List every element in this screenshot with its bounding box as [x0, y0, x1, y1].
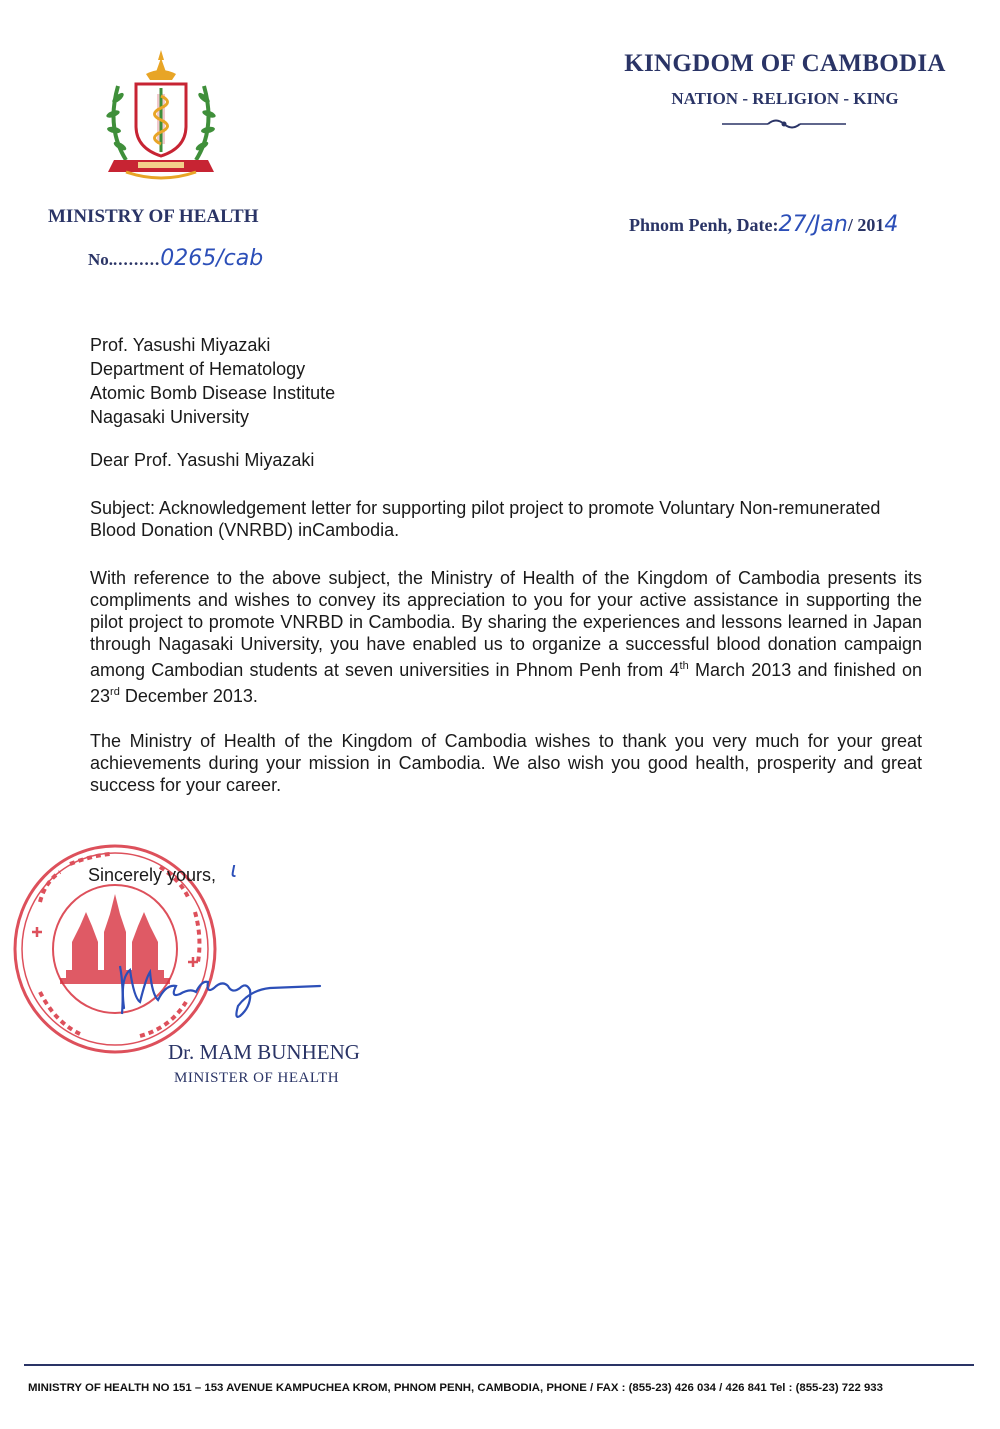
initial-mark-icon: ɩ — [230, 858, 239, 883]
footer-divider — [24, 1364, 974, 1366]
reference-value: 0265/cab — [160, 246, 264, 271]
reference-label: No. — [88, 250, 114, 269]
ministry-of-health-emblem-icon — [96, 48, 226, 188]
signer-title: MINISTER OF HEALTH — [174, 1070, 340, 1086]
date-label: Phnom Penh, Date: — [629, 215, 779, 235]
handwritten-signature-icon — [110, 958, 330, 1028]
signer-name: Dr. MAM BUNHENG — [168, 1040, 360, 1064]
body-paragraph-2: The Ministry of Health of the Kingdom of Cambodia wishes to thank you very much for your great achievements during your mission in Cambodia. We also wish you good health, prosperity and great success for your career. — [90, 731, 922, 795]
recipient-line: Prof. Yasushi Miyazaki — [90, 335, 271, 355]
date-year-printed: / 201 — [847, 215, 885, 235]
footer-address: MINISTRY OF HEALTH NO 151 – 153 AVENUE KAMPUCHEA KROM, PHNOM PENH, CAMBODIA, PHONE / FAX : (855-23) 426 034 / 426 841 Tel : (855-23) 722 933 — [28, 1382, 883, 1394]
body-paragraph-1: With reference to the above subject, the Ministry of Health of the Kingdom of Cambodia presents its compliments and wishes to convey its appreciation to you for your active assistance in supporting the pilot project to promote VNRBD in Cambodia. By sharing the experiences and lessons learned in Japan through Nagasaki University, you have enabled us to organize a successful blood donation campaign among Cambodian students at seven universities in Phnom Penh from 4th March 2013 and finished on 23rd December 2013. — [90, 568, 922, 706]
date-year-handwritten: 4 — [884, 212, 899, 237]
recipient-line: Atomic Bomb Disease Institute — [90, 383, 336, 403]
recipient-line: Nagasaki University — [90, 407, 250, 427]
letter-date — [629, 212, 898, 237]
reference-number: No..........0265/cab — [88, 246, 264, 271]
national-motto: NATION - RELIGION - KING — [671, 89, 899, 108]
country-title: KINGDOM OF CAMBODIA — [624, 50, 946, 77]
closing-phrase: Sincerely yours, — [88, 865, 217, 885]
flourish-divider-icon — [718, 116, 850, 130]
subject-line: Subject: Acknowledgement letter for supporting pilot project to promote Voluntary Non-remunerated Blood Donation (VNRBD) inCambodia. — [90, 498, 881, 540]
recipient-address — [90, 333, 335, 429]
date-value: 27/Jan — [778, 212, 848, 237]
salutation: Dear Prof. Yasushi Miyazaki — [90, 450, 315, 470]
ministry-name: MINISTRY OF HEALTH — [48, 206, 259, 227]
recipient-line: Department of Hematology — [90, 359, 306, 379]
